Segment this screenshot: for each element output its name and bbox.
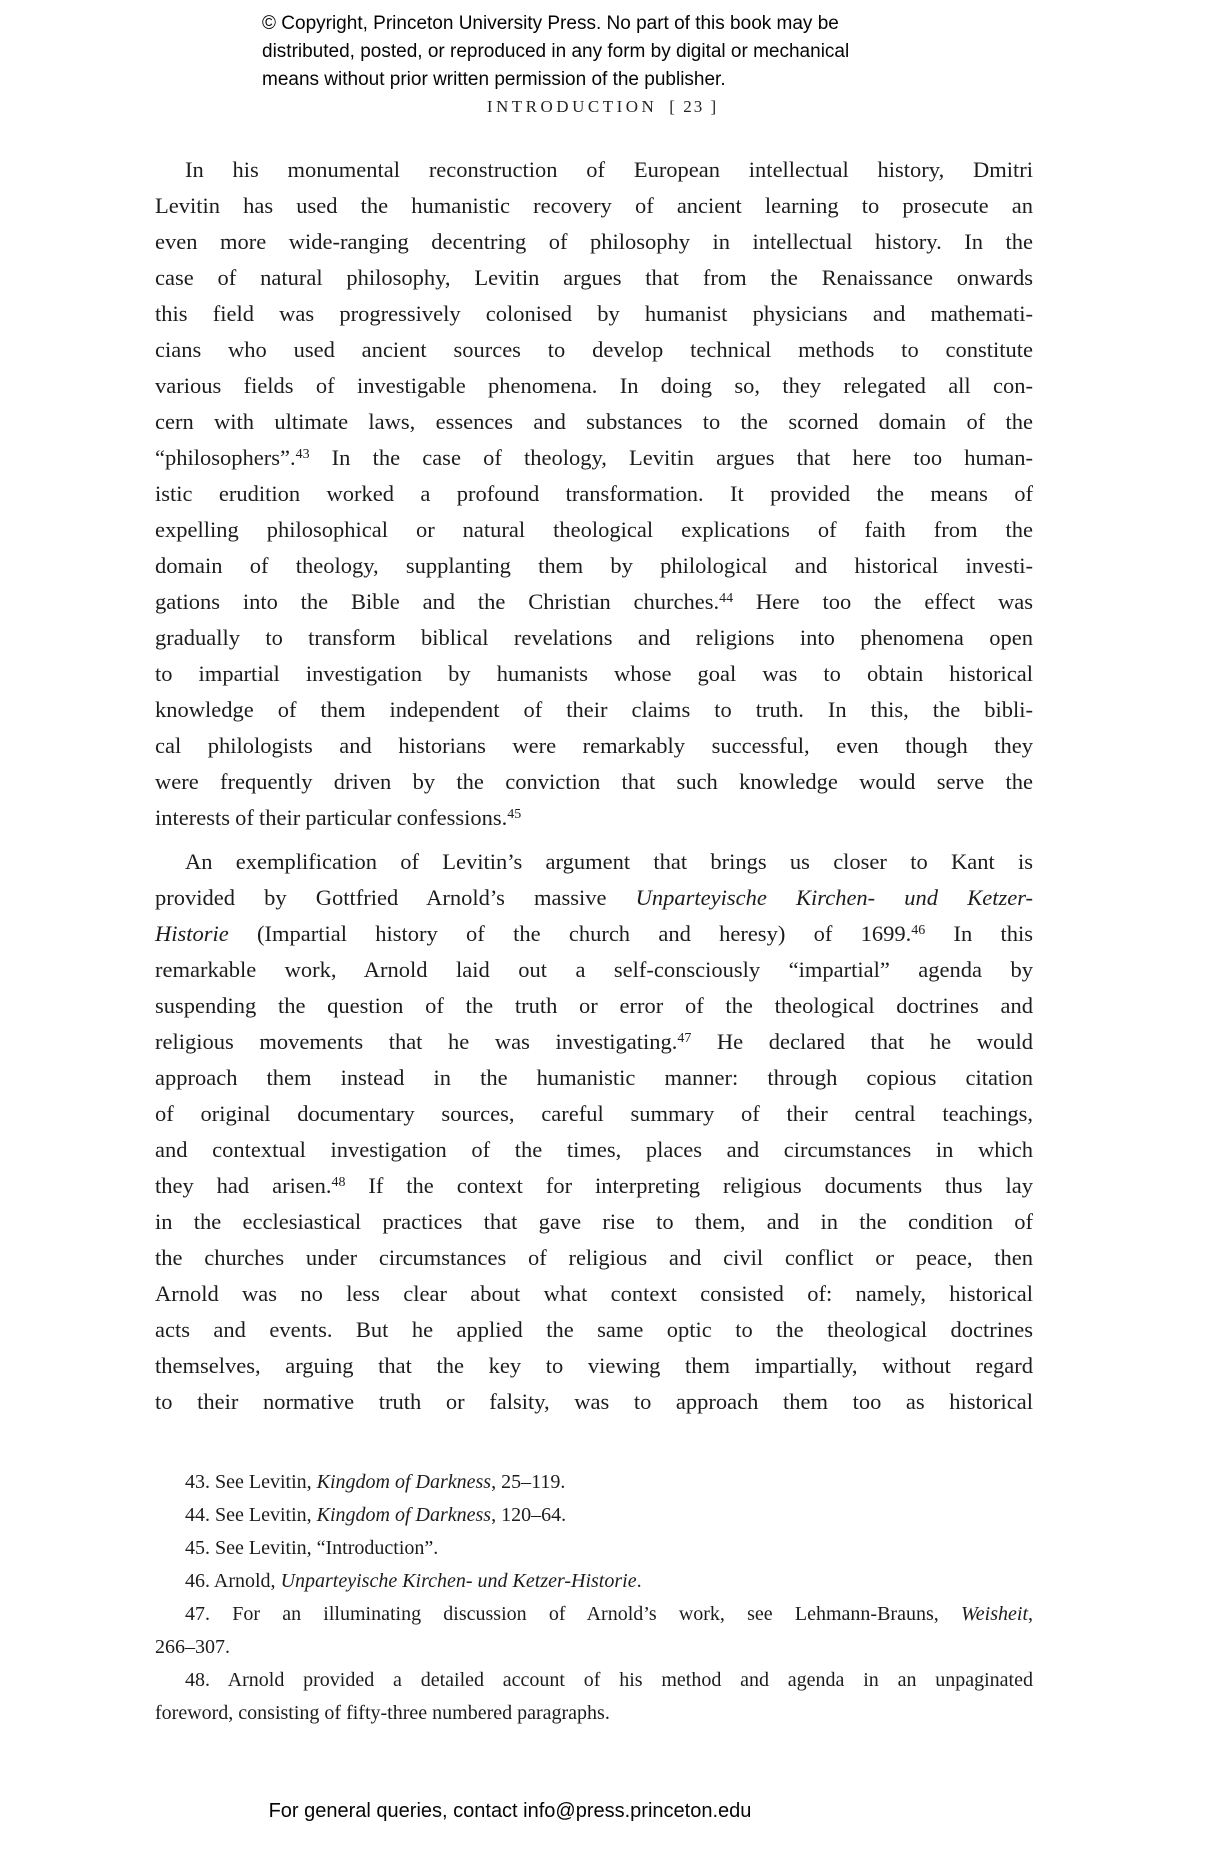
page-number: [ 23 ] [669,97,719,116]
text-line: Levitin has used the humanistic recovery of ancient learning to prosecute an [155,193,1033,218]
text-line: gradually to transform biblical revelations and religions into phenomena open [155,625,1033,650]
paragraph [155,844,1033,1420]
text-line: they had arisen.$^{48}$ If the context for interpreting religious documents thus lay [155,1173,1033,1198]
text-line: Arnold was no less clear about what context consisted of: namely, historical [155,1281,1033,1306]
footnote [155,1499,1033,1532]
footnote-reference: 43 [295,447,310,463]
text-line: even more wide-ranging decentring of philosophy in intellectual history. In the [155,229,1033,254]
text-line: domain of theology, supplanting them by philological and historical investi- [155,553,1033,578]
running-header [0,97,1205,117]
copyright-line: means without prior written permission of the publisher. [262,69,726,90]
text-line: 46. Arnold, Unparteyische Kirchen- und Ketzer-Historie. [185,1570,642,1592]
text-line: expelling philosophical or natural theological explications of faith from the [155,517,1033,542]
text-line: “philosophers”.$^{43}$ In the case of theology, Levitin argues that here too human- [155,445,1033,470]
copyright-line: distributed, posted, or reproduced in any form by digital or mechanical [262,41,850,62]
text-line: cal philologists and historians were remarkably successful, even though they [155,733,1033,758]
footnote [155,1598,1033,1664]
footer-contact: For general queries, contact info@press.princeton.edu [268,1800,752,1822]
text-line: cians who used ancient sources to develop technical methods to constitute [155,337,1033,362]
text-line: In his monumental reconstruction of European intellectual history, Dmitri [185,157,1033,182]
footnote-reference: 44 [719,591,734,607]
footnote [155,1466,1033,1499]
text-line: Historie (Impartial history of the church and heresy) of 1699.46 In this [155,921,1033,946]
text-line: this field was progressively colonised by humanist physicians and mathemati- [155,301,1033,326]
text-line: 47. For an illuminating discussion of Arnold’s work, see Lehmann-Brauns, Weisheit, [185,1603,1033,1625]
footnote-reference: 46 [911,923,926,939]
footnote [155,1532,1033,1565]
text-line: 43. See Levitin, Kingdom of Darkness, 25–119. [185,1471,566,1493]
text-line: provided by Gottfried Arnold’s massive Unparteyische Kirchen- und Ketzer- [155,885,1033,910]
copyright-notice [262,10,849,94]
text-line: knowledge of them independent of their claims to truth. In this, the bibli- [155,697,1033,722]
footnote-reference: 47 [677,1031,692,1047]
text-line: remarkable work, Arnold laid out a self-consciously “impartial” agenda by [155,957,1033,982]
text-line: cern with ultimate laws, essences and substances to the scorned domain of the [155,409,1033,434]
text-line: acts and events. But he applied the same optic to the theological doctrines [155,1317,1033,1342]
text-line: religious movements that he was investigating.$^{47}$ He declared that he would [155,1029,1033,1054]
text-line: were frequently driven by the conviction that such knowledge would serve the [155,769,1033,794]
text-line: 44. See Levitin, Kingdom of Darkness, 120–64. [185,1504,567,1526]
text-line: gations into the Bible and the Christian churches.$^{44}$ Here too the effect was [155,589,1033,614]
footnote [155,1664,1033,1730]
footnote-reference: 45 [507,807,522,823]
text-line: An exemplification of Levitin’s argument that brings us closer to Kant is [185,849,1033,874]
footnote-reference: 48 [331,1175,346,1191]
footnotes [155,1466,1033,1730]
text-line: approach them instead in the humanistic manner: through copious citation [155,1065,1033,1090]
body-text [155,152,1033,1420]
text-line: 48. Arnold provided a detailed account of his method and agenda in an unpaginated [185,1669,1033,1691]
text-line: to impartial investigation by humanists whose goal was to obtain historical [155,661,1033,686]
text-line: case of natural philosophy, Levitin argues that from the Renaissance onwards [155,265,1033,290]
text-line: the churches under circumstances of religious and civil conflict or peace, then [155,1245,1033,1270]
text-line: of original documentary sources, careful summary of their central teachings, [155,1101,1033,1126]
copyright-line: © Copyright, Princeton University Press. No part of this book may be [262,13,839,34]
text-line: to their normative truth or falsity, was to approach them too as historical [155,1389,1033,1414]
text-line: 266–307. [155,1636,230,1658]
text-line: interests of their particular confessions.$^{45}$ [155,805,522,830]
text-line: in the ecclesiastical practices that gave rise to them, and in the condition of [155,1209,1033,1234]
text-line: themselves, arguing that the key to viewing them impartially, without regard [155,1353,1033,1378]
text-line: 45. See Levitin, “Introduction”. [185,1537,439,1559]
chapter-title: INTRODUCTION [486,97,658,116]
text-line: foreword, consisting of fifty-three numbered paragraphs. [155,1702,610,1724]
footnote [155,1565,1033,1598]
paragraph [155,152,1033,836]
text-line: and contextual investigation of the times, places and circumstances in which [155,1137,1033,1162]
text-line: suspending the question of the truth or error of the theological doctrines and [155,993,1033,1018]
text-line: various fields of investigable phenomena. In doing so, they relegated all con- [155,373,1033,398]
text-line: istic erudition worked a profound transformation. It provided the means of [155,481,1033,506]
